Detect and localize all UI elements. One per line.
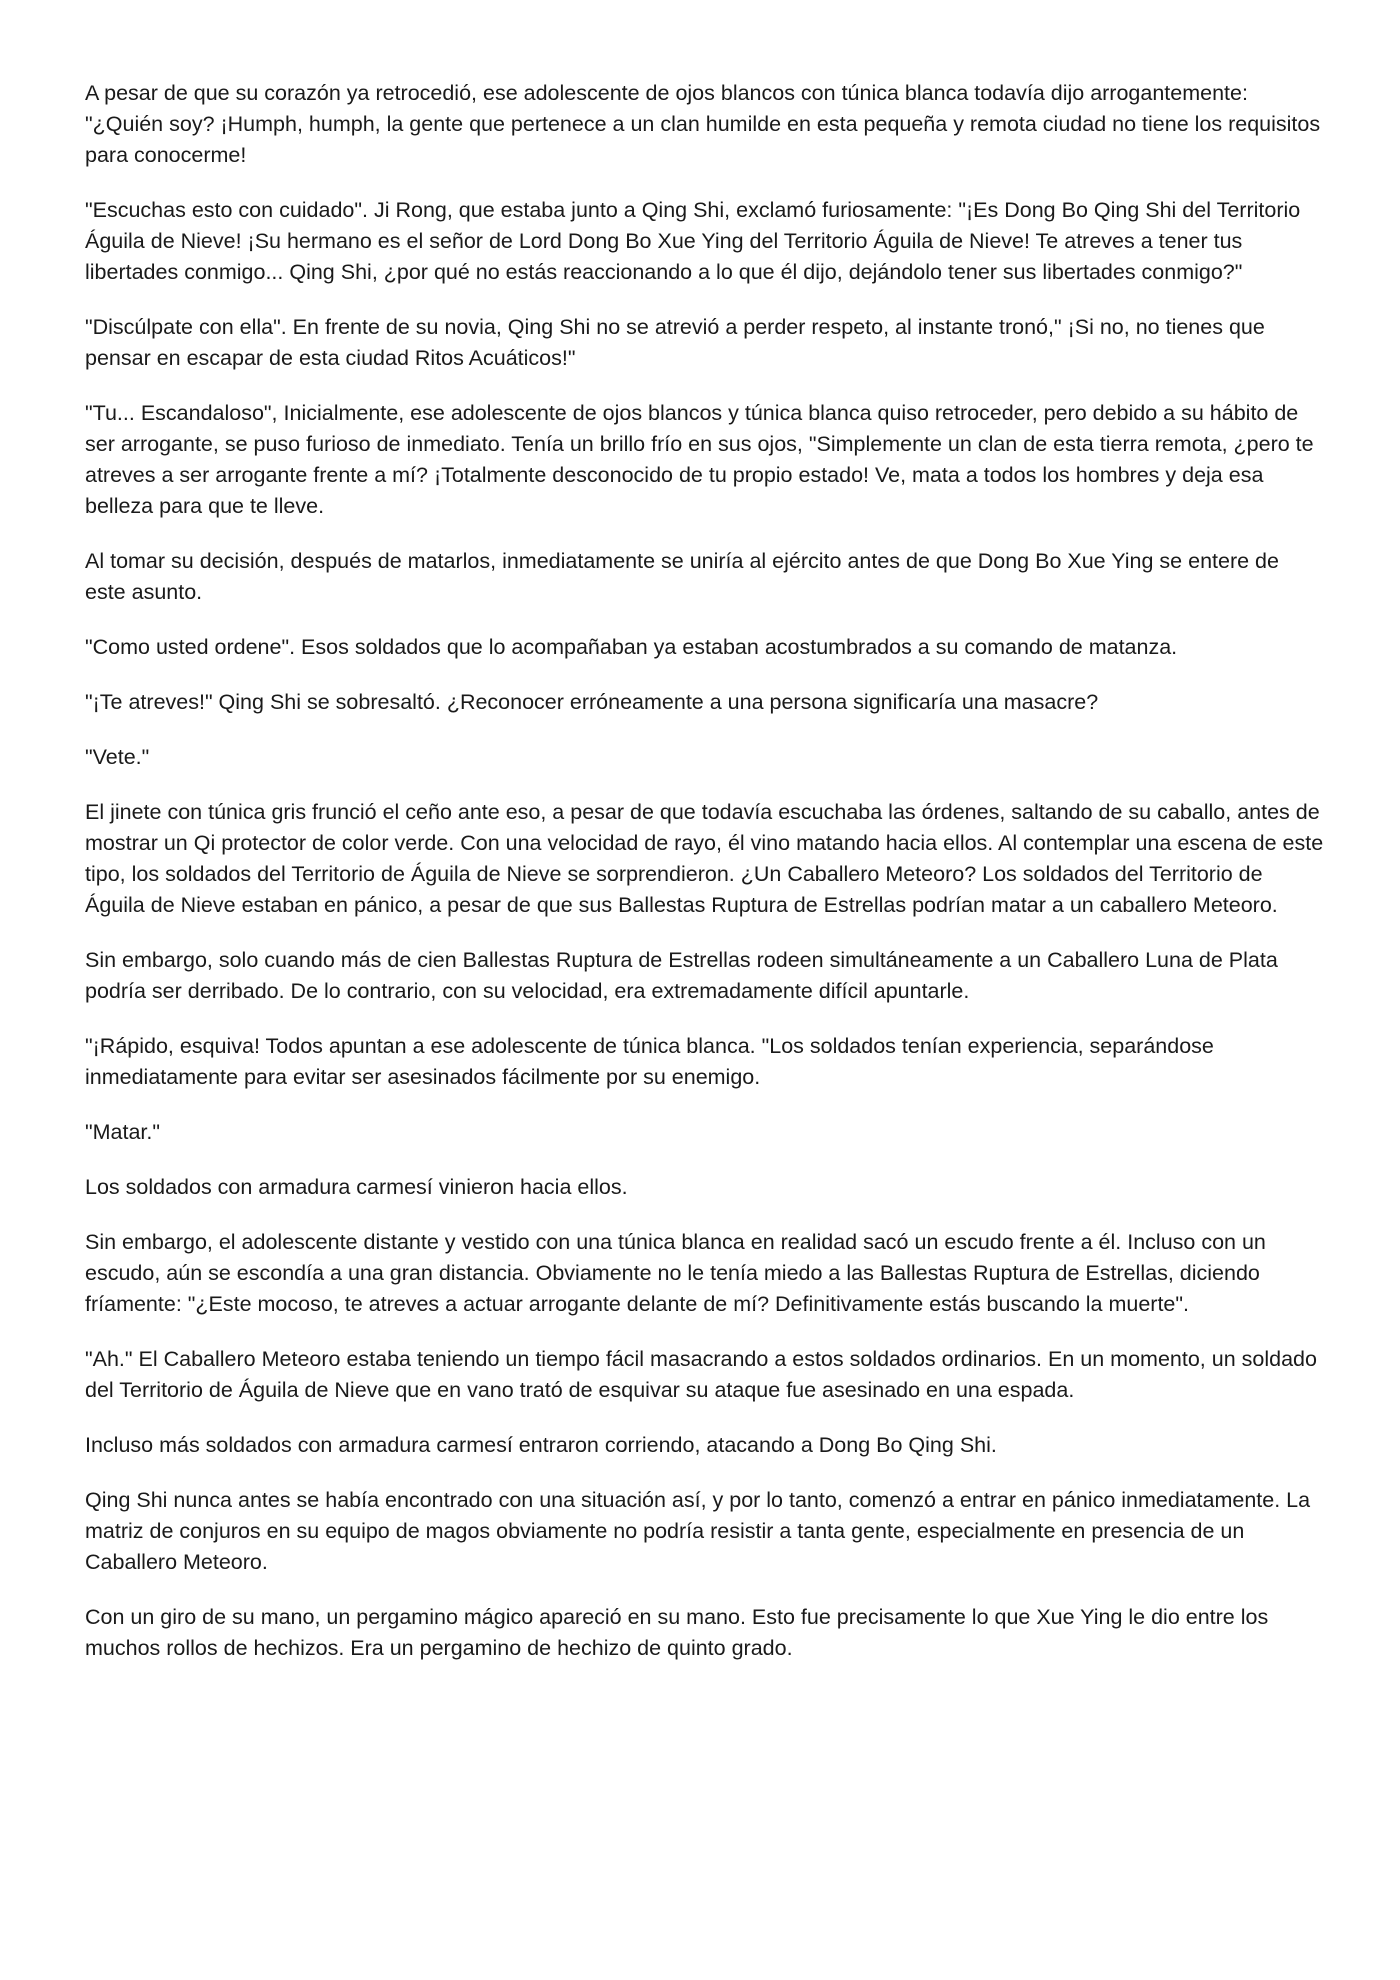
- paragraph: El jinete con túnica gris frunció el ceño ante eso, a pesar de que todavía escuchaba las órdenes, saltando de su caballo, antes de mostrar un Qi protector de color verde. Con una velocidad de rayo, él vino matando hacia ellos. Al contemplar una escena de este tipo, los soldados del Territorio de Águila de Nieve se sorprendieron. ¿Un Caballero Meteoro? Los soldados del Territorio de Águila de Nieve estaban en pánico, a pesar de que sus Ballestas Ruptura de Estrellas podrían matar a un caballero Meteoro.: [85, 800, 1324, 917]
- paragraph: "¡Te atreves!" Qing Shi se sobresaltó. ¿Reconocer erróneamente a una persona significaría una masacre?: [85, 690, 1099, 714]
- paragraph: "¡Rápido, esquiva! Todos apuntan a ese adolescente de túnica blanca. "Los soldados tenían experiencia, separándose inmediatamente para evitar ser asesinados fácilmente por su enemigo.: [85, 1034, 1214, 1089]
- document-body: [85, 78, 1325, 1688]
- paragraph: "Matar.": [85, 1120, 161, 1144]
- paragraph: Sin embargo, solo cuando más de cien Ballestas Ruptura de Estrellas rodeen simultáneamente a un Caballero Luna de Plata podría ser derribado. De lo contrario, con su velocidad, era extremadamente difícil apuntarle.: [85, 948, 1278, 1003]
- paragraph: Qing Shi nunca antes se había encontrado con una situación así, y por lo tanto, comenzó a entrar en pánico inmediatamente. La matriz de conjuros en su equipo de magos obviamente no podría resistir a tanta gente, especialmente en presencia de un Caballero Meteoro.: [85, 1488, 1311, 1574]
- paragraph: "Tu... Escandaloso", Inicialmente, ese adolescente de ojos blancos y túnica blanca quiso retroceder, pero debido a su hábito de ser arrogante, se puso furioso de inmediato. Tenía un brillo frío en sus ojos, "Simplemente un clan de esta tierra remota, ¿pero te atreves a ser arrogante frente a mí? ¡Totalmente desconocido de tu propio estado! Ve, mata a todos los hombres y deja esa belleza para que te lleve.: [85, 401, 1314, 518]
- paragraph: Con un giro de su mano, un pergamino mágico apareció en su mano. Esto fue precisamente lo que Xue Ying le dio entre los muchos rollos de hechizos. Era un pergamino de hechizo de quinto grado.: [85, 1605, 1269, 1660]
- paragraph: Los soldados con armadura carmesí vinieron hacia ellos.: [85, 1175, 628, 1199]
- paragraph: "Escuchas esto con cuidado". Ji Rong, que estaba junto a Qing Shi, exclamó furiosamente: "¡Es Dong Bo Qing Shi del Territorio Águila de Nieve! ¡Su hermano es el señor de Lord Dong Bo Xue Ying del Territorio Águila de Nieve! Te atreves a tener tus libertades conmigo... Qing Shi, ¿por qué no estás reaccionando a lo que él dijo, dejándolo tener sus libertades conmigo?": [85, 198, 1301, 284]
- paragraph: "Discúlpate con ella". En frente de su novia, Qing Shi no se atrevió a perder respeto, al instante tronó," ¡Si no, no tienes que pensar en escapar de esta ciudad Ritos Acuáticos!": [85, 315, 1265, 370]
- paragraph: "Ah." El Caballero Meteoro estaba teniendo un tiempo fácil masacrando a estos soldados ordinarios. En un momento, un soldado del Territorio de Águila de Nieve que en vano trató de esquivar su ataque fue asesinado en una espada.: [85, 1347, 1317, 1402]
- paragraph: "Como usted ordene". Esos soldados que lo acompañaban ya estaban acostumbrados a su comando de matanza.: [85, 635, 1178, 659]
- paragraph: A pesar de que su corazón ya retrocedió, ese adolescente de ojos blancos con túnica blanca todavía dijo arrogantemente: "¿Quién soy? ¡Humph, humph, la gente que pertenece a un clan humilde en esta pequeña y remota ciudad no tiene los requisitos para conocerme!: [85, 81, 1321, 167]
- paragraph: "Vete.": [85, 745, 150, 769]
- paragraph: Sin embargo, el adolescente distante y vestido con una túnica blanca en realidad sacó un escudo frente a él. Incluso con un escudo, aún se escondía a una gran distancia. Obviamente no le tenía miedo a las Ballestas Ruptura de Estrellas, diciendo fríamente: "¿Este mocoso, te atreves a actuar arrogante delante de mí? Definitivamente estás buscando la muerte".: [85, 1230, 1266, 1316]
- paragraph: Al tomar su decisión, después de matarlos, inmediatamente se uniría al ejército antes de que Dong Bo Xue Ying se entere de este asunto.: [85, 549, 1279, 604]
- paragraph: Incluso más soldados con armadura carmesí entraron corriendo, atacando a Dong Bo Qing Shi.: [85, 1433, 997, 1457]
